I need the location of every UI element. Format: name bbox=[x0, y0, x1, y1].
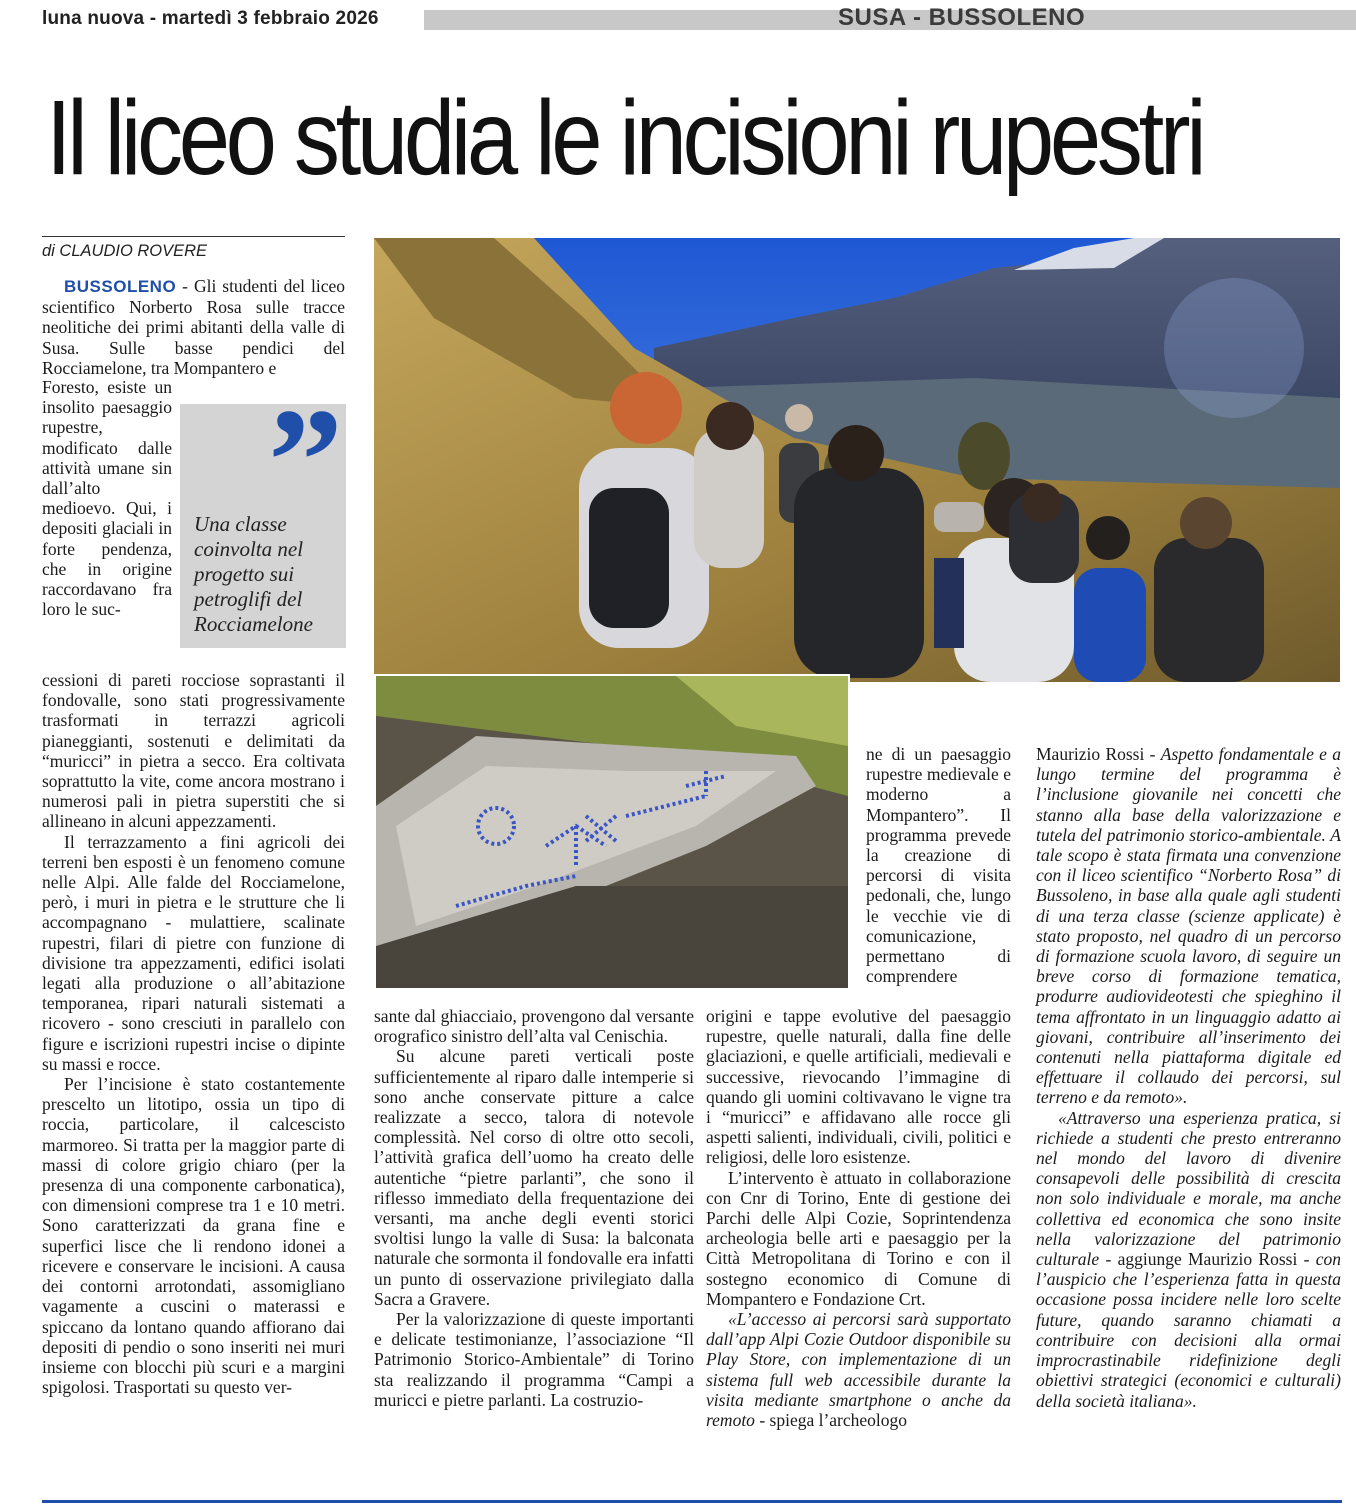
column-1-body bbox=[42, 670, 345, 1397]
column-1-wrap bbox=[42, 377, 172, 619]
pull-quote bbox=[180, 378, 346, 648]
dateline: BUSSOLENO bbox=[64, 277, 177, 296]
column-1-lead bbox=[42, 276, 345, 378]
paragraph: Su alcune pareti verticali poste sufficientemente al riparo dalle intemperie si sono anche conservate pitture a calce realizzate a secco, talora di notevole complessità. Nel corso di oltre otto secoli, l’attività grafica dell’uomo ha creato delle autentiche “pietre parlanti”, che sono il riflesso immediato della frequentazione dei versanti, ma anche degli eventi storici svoltisi lungo la valle di Susa: la balconata naturale che sormonta il fondovalle era infatti un punto di osservazione privilegiato dalla Sacra a Gravere. bbox=[374, 1046, 694, 1309]
quote-text: «Attraverso una esperienza pratica, si richiede a studenti che presto entreranno nel mondo del lavoro di divenire consapevoli delle possibilità di crescita non solo individuale e morale, ma anche collettiva ed economica che sono insite nella valorizzazione del patrimonio culturale bbox=[1036, 1107, 1341, 1270]
byline-rule bbox=[42, 236, 345, 237]
attribution: - spiega l’archeologo bbox=[754, 1410, 908, 1431]
publication-date: luna nuova - martedì 3 febbraio 2026 bbox=[42, 8, 379, 29]
bottom-rule bbox=[42, 1500, 1342, 1503]
hikers-photo-graphic bbox=[374, 238, 1340, 682]
paragraph: origini e tappe evolutive del paesaggio rupestre, quelle naturali, dalla fine delle glaciazioni, e quelle artificiali, medievali e successive, rievocando l’immagine di quando gli uomini coltivavano le vigne tra i “muricci” e affidavano alle rocce gli aspetti salienti, individuali, civili, politici e religiosi, delle loro esistenze. bbox=[706, 1006, 1011, 1168]
column-2 bbox=[374, 1006, 694, 1410]
column-3 bbox=[706, 1006, 1011, 1430]
paragraph: L’intervento è attuato in collaborazione con Cnr di Torino, Ente di gestione dei Parchi delle Alpi Cozie, Soprintendenza archeologia belle arti e paesaggio per la Città Metropolitana di Torino e con il sostegno economico di Comune di Mompantero e Fondazione Crt. bbox=[706, 1167, 1011, 1309]
quote-text: «L’accesso ai percorsi sarà supportato dall’app Alpi Cozie Outdoor disponibile su Play Store, con implementazione di un sistema full web accessibile durante la visita mediante smartphone o anche da remoto bbox=[706, 1309, 1011, 1431]
headline: Il liceo studia le incisioni rupestri bbox=[46, 79, 1203, 197]
paragraph: Per l’incisione è stato costantemente prescelto un litotipo, ossia un tipo di roccia, particolare, il calcescisto marmoreo. Si tratta per la maggior parte di massi di colore grigio chiaro (per la presenza di una componente carbonatica), con dimensioni comprese tra 1 e 10 metri. Sono caratterizzati da grana fine e superfici lisce che li rendono idonei a ricevere e conservare le incisioni. A causa dei contorni arrotondati, assomigliano vagamente a cuscini o materassi e spiccano da lontano quando affiorano dai depositi di pendio o sono inseriti nei muri insieme con blocchi più scuri e a margini spigolosi. Trasportati su questo ver- bbox=[42, 1074, 345, 1398]
lead-paragraph: - Gli studenti del liceo scientifico Norberto Rosa sulle tracce neolitiche dei primi abitanti della valle di Susa. Sulle basse pendici del Rocciamelone, tra Mompantero e bbox=[42, 276, 345, 378]
column-3-top bbox=[866, 744, 1011, 986]
paragraph: cessioni di pareti rocciose soprastanti il fondovalle, sono stati progressivamente trasformati in terrazzi agricoli pianeggianti, sostenuti e delimitati da “muricci” in pietra a secco. Era coltivata soprattutto la vite, come ancora mostrano i numerosi pali in pietra superstiti che si allineano in alcuni appezzamenti. bbox=[42, 670, 345, 832]
speaker-name: Maurizio Rossi - bbox=[1036, 744, 1161, 764]
paragraph: Il terrazzamento a fini agricoli dei terreni ben esposti è un fenomeno comune nelle Alpi. Alle falde del Rocciamelone, però, i muri in pietra e le strutture che li accompagnano - mulattiere, scalinate rupestri, filari di pietre con funzione di divisione tra appezzamenti, edifici isolati legati alla produzione o all’abitazione temporanea, ripari naturali sistemati a ricovero - sono cresciuti in parallelo con figure e iscrizioni rupestri incise o dipinte su massi e rocce. bbox=[42, 831, 345, 1074]
quote-mark-icon: ” bbox=[268, 378, 343, 544]
attribution: - aggiunge Maurizio Rossi - bbox=[1099, 1249, 1316, 1270]
paragraph: sante dal ghiacciaio, provengono dal versante orografico sinistro dell’alta val Cenischia. bbox=[374, 1006, 694, 1047]
paragraph: ne di un paesaggio rupestre medievale e moderno a Mompantero”. Il programma prevede la creazione di percorsi di visita pedonali, che, lungo le vecchie vie di comunicazione, permettano di comprendere bbox=[866, 744, 1011, 987]
column-4 bbox=[1036, 744, 1341, 1411]
byline: di CLAUDIO ROVERE bbox=[42, 242, 208, 260]
pull-quote-text: Una classe coinvolta nel progetto sui petroglifi del Rocciamelone bbox=[194, 512, 313, 636]
rock-painting-graphic bbox=[376, 676, 848, 988]
wrapped-text: Foresto, esiste un insolito paesaggio rupestre, modificato dalle attività umane sin dall’alto medioevo. Qui, i depositi glaciali in forte pendenza, che in origine raccordavano fra loro le suc- bbox=[42, 377, 172, 620]
rock-painting-photo bbox=[374, 674, 850, 990]
paragraph: Per la valorizzazione di queste importanti e delicate testimonianze, l’associazione “Il Patrimonio Storico-Ambientale” di Torino sta realizzando il programma “Campi a muricci e pietre parlanti. La costruzio- bbox=[374, 1309, 694, 1410]
main-photo bbox=[374, 238, 1340, 682]
quote-text: con l’auspicio che l’esperienza fatta in questa occasione possa incidere nelle loro scelte future, quando saranno chiamati a contribuire con decisioni alla ormai improcrastinabile ridefinizione degli obiettivi strategici (economici e culturali) della società italiana». bbox=[1036, 1249, 1341, 1411]
quote-text: Aspetto fondamentale e a lungo termine del programma è l’inclusione giovanile nei concetti che stanno alla base della valorizzazione e tutela del patrimonio storico-ambientale. A tale scopo è stata firmata una convenzione con il liceo scientifico “Norberto Rosa” di Bussoleno, in base alla quale agli studenti di una terza classe (scienze applicate) è stato proposto, nel quadro di un percorso di formazione scuola lavoro, di seguire un breve corso di formazione tematica, produrre audiovideotesti che spieghino il tema affrontato in un linguaggio adatto ai giovani, contribuire all’inserimento dei contenuti nella piattaforma digitale ed effettuare il collaudo dei percorsi, sul terreno e da remoto». bbox=[1036, 744, 1341, 1108]
section-title: SUSA - BUSSOLENO bbox=[838, 4, 1086, 31]
